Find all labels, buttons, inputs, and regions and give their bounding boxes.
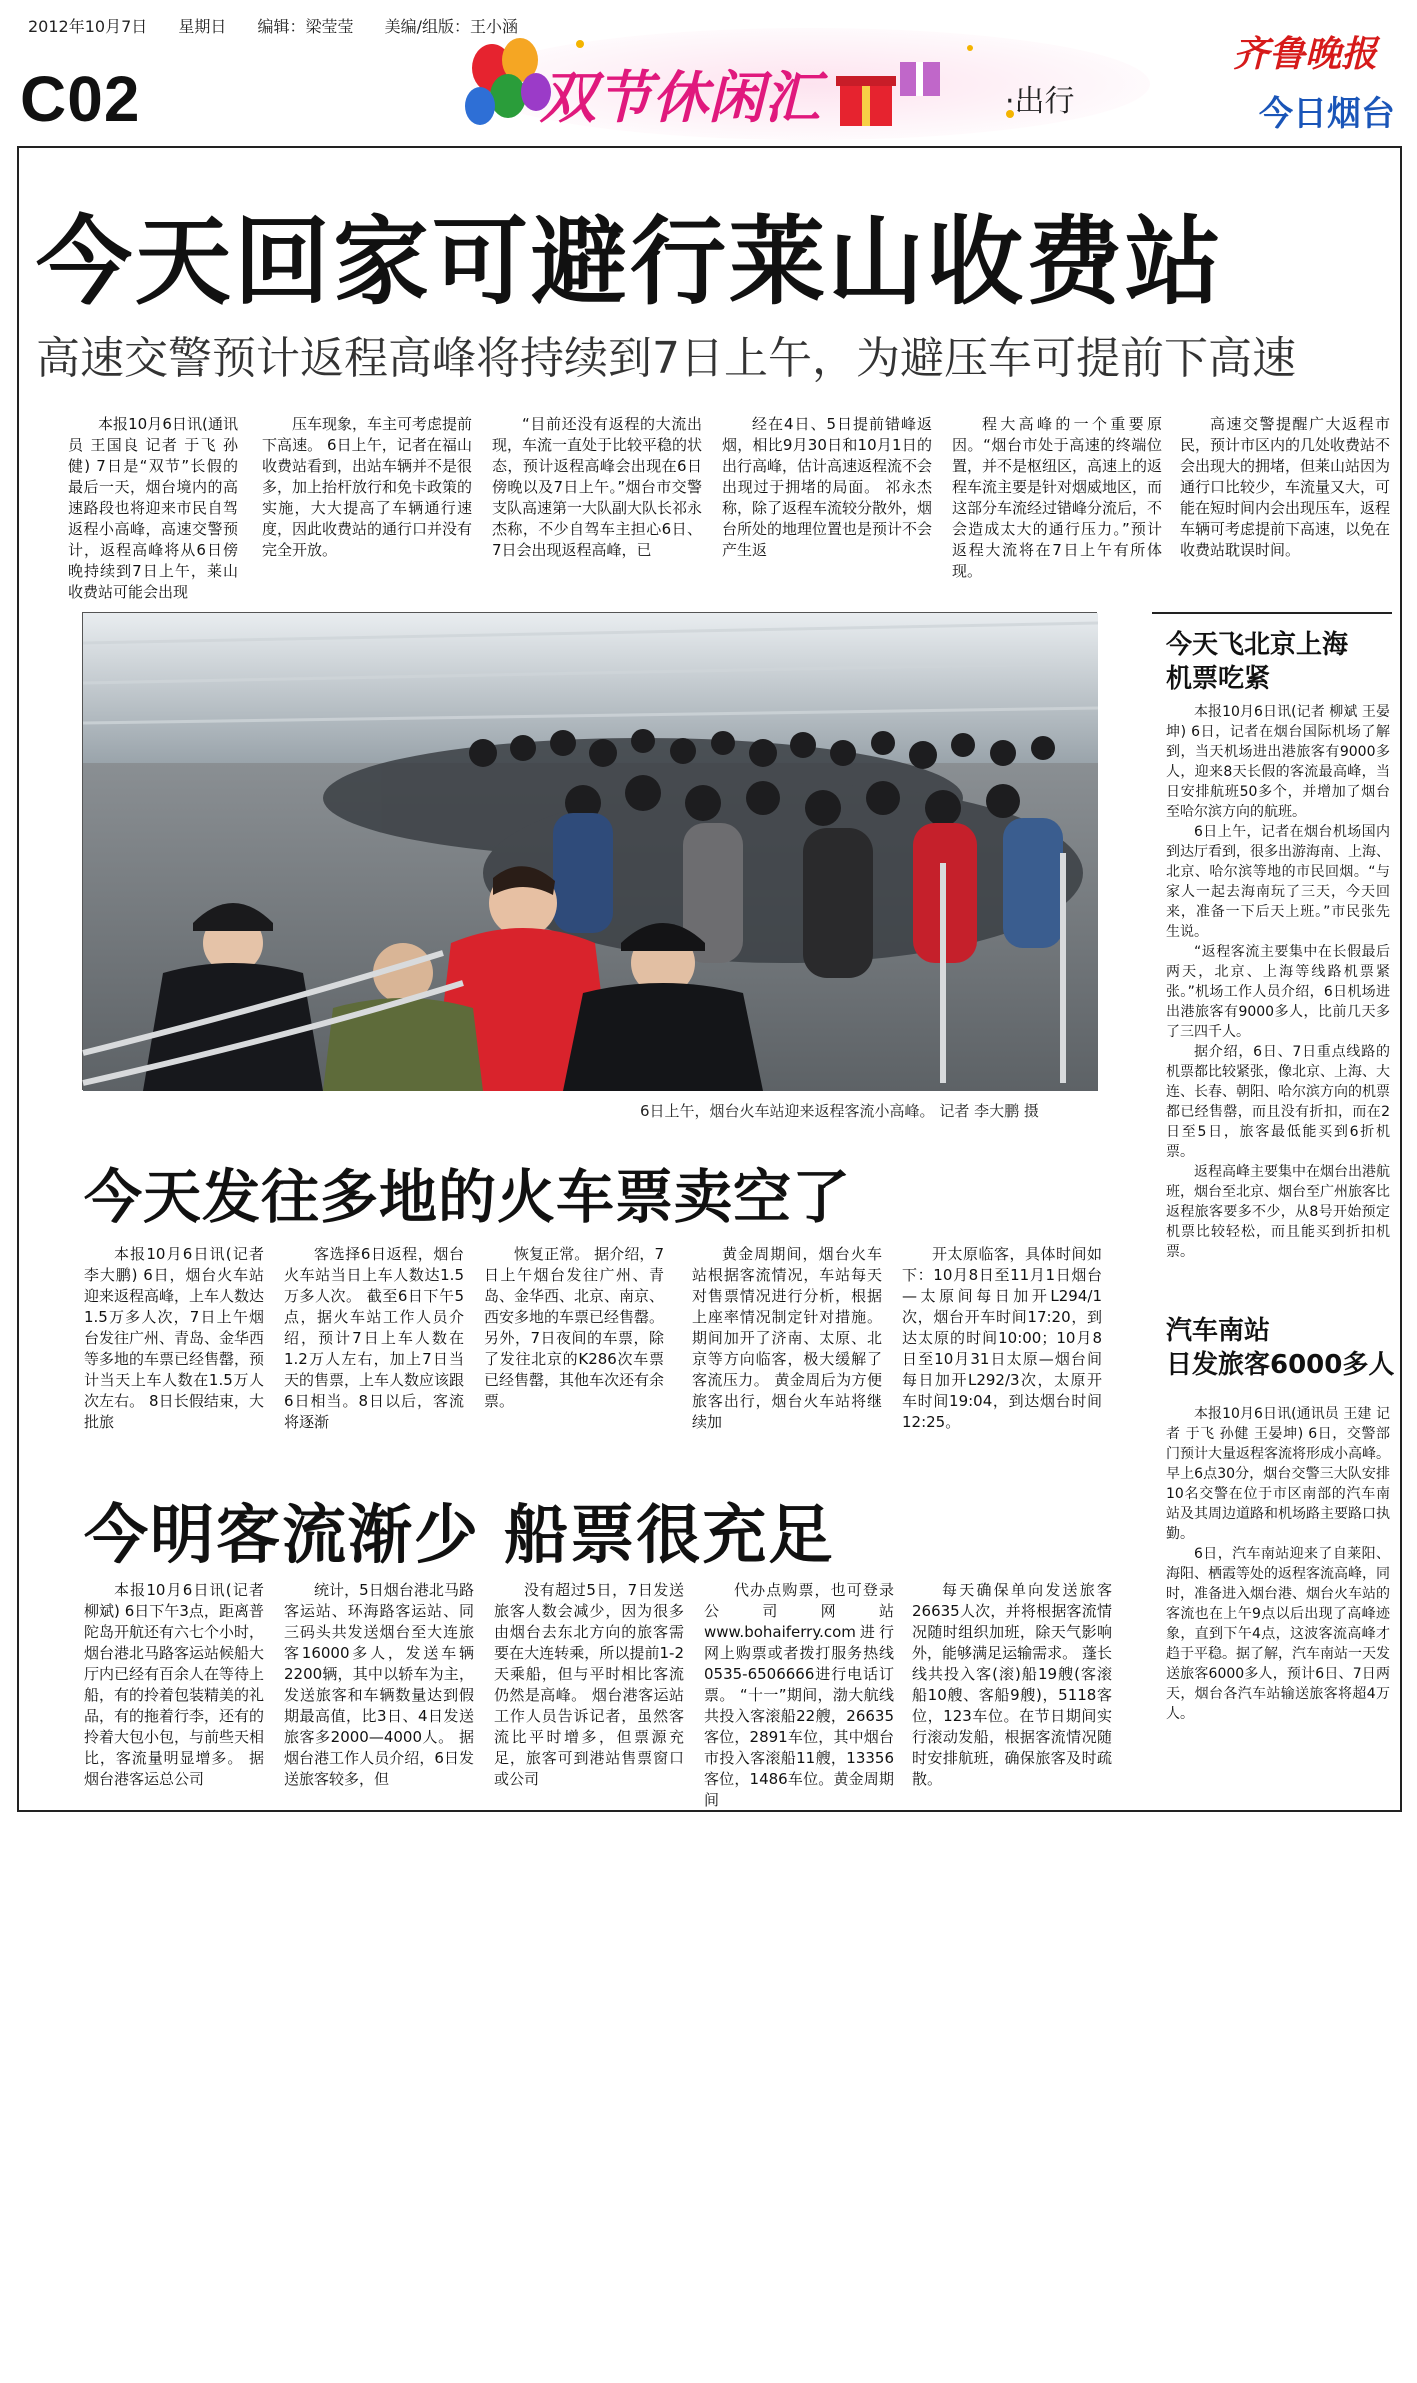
- ship-story-col-5: 每天确保单向发送旅客26635人次，并将根据客流情况随时组织加班，除天气影响外，能够满足运输需求。 蓬长线共投入客(滚)船19艘(客滚船10艘、客船9艘)，5118客位，123车位。在节日期间实行滚动发船，根据客流情况随时安排航班，确保旅客及时疏散。: [912, 1581, 1112, 1788]
- main-story-col-6: 高速交警提醒广大返程市民，预计市区内的几处收费站不会出现大的拥堵，但莱山站因为通行口比较少，车流量又大，可能在短时间内会出现压车，返程车辆可考虑提前下高速，以免在收费站耽误时间。: [1180, 415, 1391, 559]
- air-headline: 今天飞北京上海 机票吃紧: [1166, 630, 1349, 694]
- main-story-col-3: “目前还没有返程的大流出现，车流一直处于比较平稳的状态，预计返程高峰会出现在6日傍晚以及7日上午。”烟台市交警支队高速第一大队副大队长祁永杰称，不少自驾车主担心6日、7日会出现返程高峰，已: [492, 415, 703, 559]
- air-story-body: 本报10月6日讯(记者 柳斌 王晏坤) 6日，记者在烟台国际机场了解到，当天机场进出港旅客有9000多人，迎来8天长假的客流最高峰，当日安排航班50多个，并增加了烟台至哈尔滨方向的航班。 6日上午，记者在烟台机场国内到达厅看到，很多出游海南、上海、北京、哈尔滨等地的市民回烟。“与家人一起去海南玩了三天，今天回来，准备一下后天上班。”市民张先生说。 “返程客流主要集中在长假最后两天，北京、上海等线路机票紧张。”机场工作人员介绍，6日机场进出港旅客有9000多人，比前几天多了三四千人。 据介绍，6日、7日重点线路的机票都比较紧张，像北京、上海、大连、长春、朝阳、哈尔滨方向的机票都已经售罄，而且没有折扣，而在2日至5日，旅客最低能买到6折机票。 返程高峰主要集中在烟台出港航班，烟台至北京、烟台至广州旅客比返程旅客要多不少，从8号开始预定机票比较轻松，而且能买到折扣机票。: [1166, 704, 1390, 1260]
- main-story-col-2: 压车现象，车主可考虑提前下高速。 6日上午，记者在福山收费站看到，出站车辆并不是很多，加上抬杆放行和免卡政策的实施，大大提高了车辆通行速度，因此收费站的通行口并没有完全开放。: [262, 415, 473, 559]
- station-photo: [82, 612, 1097, 1090]
- train-story-col-3: 恢复正常。 据介绍，7日上午烟台发往广州、青岛、金华西、北京、南京、西安多地的车票已经售罄。 另外，7日夜间的车票，除了发往北京的K286次车票已经售罄，其他车次还有余票。: [484, 1245, 665, 1410]
- photo-caption: 6日上午，烟台火车站迎来返程客流小高峰。 记者 李大鹏 摄: [640, 1102, 1039, 1120]
- side-column-rule: [1152, 612, 1392, 614]
- train-headline: 今天发往多地的火车票卖空了: [84, 1163, 852, 1231]
- page-code: C02: [20, 63, 141, 135]
- banner-title: [540, 54, 820, 134]
- design-credit: 美编/组版：王小涵: [384, 17, 518, 36]
- train-story-col-5: 开太原临客，具体时间如下：10月8日至11月1日烟台—太原间每日加开L294/1次，烟台开车时间17:20，到达太原的时间10:00；10月8日至10月31日太原—烟台间每日加开L292/3次，太原开车时间19:04，到达烟台时间12:25。: [902, 1245, 1102, 1431]
- train-story-col-1: 本报10月6日讯(记者 李大鹏) 6日，烟台火车站迎来返程高峰，上车人数达1.5万多人次，7日上午烟台发往广州、青岛、金华西等多地的车票已经售罄，预计当天上车人数在1.5万人次左右。 8日长假结束，大批旅: [84, 1245, 265, 1431]
- main-story-col-4: 经在4日、5日提前错峰返烟，相比9月30日和10月1日的出行高峰，估计高速返程流不会出现过于拥堵的局面。 祁永杰称，除了返程车流较分散外，烟台所处的地理位置也是预计不会产生返: [722, 415, 933, 559]
- section-tag: ·出行: [1005, 84, 1075, 119]
- ship-story-col-2: 统计，5日烟台港北马路客运站、环海路客运站、同三码头共发送烟台至大连旅客16000多人，发送车辆2200辆，其中以轿车为主，发送旅客和车辆数量达到假期最高值，比3日、4日发送旅客多2000—4000人。 据烟台港工作人员介绍，6日发送旅客较多，但: [284, 1581, 474, 1788]
- ship-story-col-1: 本报10月6日讯(记者 柳斌) 6日下午3点，距离普陀岛开航还有六七个小时，烟台港北马路客运站候船大厅内已经有百余人在等待上船，有的拎着包装精美的礼品，有的拖着行李，还有的拎着大包小包，与前些天相比，客流量明显增多。 据烟台港客运总公司: [84, 1581, 265, 1788]
- train-story-col-4: 黄金周期间，烟台火车站根据客流情况，车站每天对售票情况进行分析，根据上座率情况制定针对措施。期间加开了济南、太原、北京等方向临客，极大缓解了客流压力。 黄金周后为方便旅客出行，烟台火车站将继续加: [692, 1245, 882, 1431]
- ship-story-col-3: 没有超过5日，7日发送旅客人数会减少，因为很多由烟台去东北方向的旅客需要在大连转乘，所以提前1-2天乘船，但与平时相比客流仍然是高峰。 烟台港客运站工作人员告诉记者，虽然客流比平时增多，但票源充足，旅客可到港站售票窗口或公司: [494, 1581, 684, 1788]
- issue-date: 2012年10月7日: [28, 17, 148, 36]
- station-crowd-image: [83, 613, 1098, 1091]
- editor-credit: 编辑：梁莹莹: [257, 17, 354, 36]
- bus-headline: 汽车南站 日发旅客6000多人: [1166, 1316, 1395, 1380]
- main-story-col-5: 程大高峰的一个重要原因。“烟台市处于高速的终端位置，并不是枢纽区，高速上的返程车流主要是针对烟威地区，而这部分车流经过错峰分流后，不会造成太大的通行压力。”预计返程大流将在7日上午有所体现。: [952, 415, 1163, 580]
- banner-title-part-1: 双节: [540, 66, 652, 131]
- newspaper-masthead: 齐鲁晚报: [1232, 33, 1377, 75]
- ship-headline: 今明客流渐少 船票很充足: [84, 1499, 835, 1573]
- issue-weekday: 星期日: [178, 17, 227, 36]
- bus-story-body: 本报10月6日讯(通讯员 王建 记者 于飞 孙健 王晏坤) 6日，交警部门预计大量返程客流将形成小高峰。早上6点30分，烟台交警三大队安排10名交警在位于市区南部的汽车南站及其周边道路和机场路主要路口执勤。 6日，汽车南站迎来了自莱阳、海阳、栖霞等处的返程客流高峰，同时，准备进入烟台港、烟台火车站的客流也在上午9点以后出现了高峰迹象，直到下午4点，这波客流高峰才趋于平稳。据了解，汽车南站一天发送旅客6000多人，预计6日、7日两天，烟台各汽车站输送旅客将超4万人。: [1166, 1406, 1390, 1722]
- ship-story-col-4: 代办点购票，也可登录公司网站www.bohaiferry.com进行网上购票或者拨打服务热线0535-6506666进行电话订票。 “十一”期间，渤大航线共投入客滚船22艘，26635客位，2891车位，其中烟台市投入客滚船11艘，13356客位，1486车位。黄金周期间: [704, 1581, 894, 1809]
- banner-title-part-2: 休闲汇: [652, 66, 820, 131]
- main-story-col-1: 本报10月6日讯(通讯员 王国良 记者 于飞 孙健) 7日是“双节”长假的最后一天，烟台境内的高速路段也将迎来市民自驾返程小高峰，高速交警预计，返程高峰将从6日傍晚持续到7日上午，莱山收费站可能会出现: [68, 415, 238, 601]
- edition-name: 今日烟台: [1259, 94, 1395, 134]
- main-headline: 今天回家可避行莱山收费站: [36, 206, 1224, 318]
- main-deck: 高速交警预计返程高峰将持续到7日上午，为避压车可提前下高速: [36, 333, 1296, 384]
- train-story-col-2: 客选择6日返程，烟台火车站当日上车人数达1.5万多人次。 截至6日下午5点，据火车站工作人员介绍，预计7日上车人数在1.2万人左右，加上7日当天的售票，上车人数应该跟6日相当。8日以后，客流将逐渐: [284, 1245, 465, 1431]
